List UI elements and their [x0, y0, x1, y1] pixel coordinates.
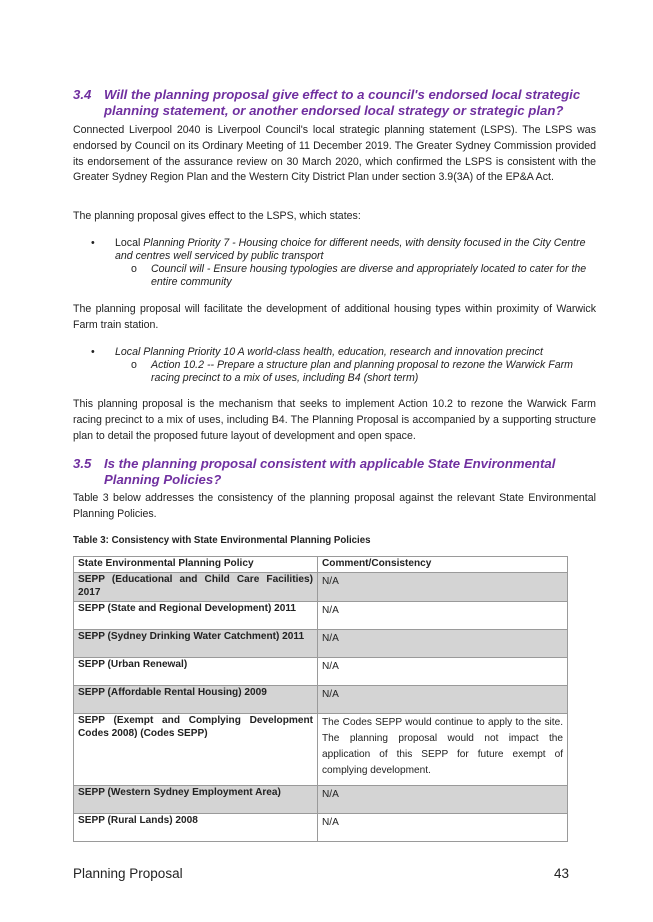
lsps-intro-paragraph: The planning proposal gives effect to the LSPS, which states:	[73, 210, 361, 222]
section-title: Will the planning proposal give effect to a council's endorsed local strategic planning statement, or another endorsed local strategy or strategic plan?	[104, 87, 581, 118]
comment-cell: N/A	[318, 573, 568, 602]
policy-cell: SEPP (State and Regional Development) 2011	[74, 602, 318, 630]
policy-cell: SEPP (Rural Lands) 2008	[74, 814, 318, 842]
section-3-5-heading	[73, 456, 596, 487]
bullet-icon: •	[91, 237, 95, 249]
comment-cell: N/A	[318, 602, 568, 630]
table-row	[74, 630, 568, 658]
section-title: Is the planning proposal consistent with applicable State Environmental Planning Policies?	[104, 456, 556, 487]
column-header-policy: State Environmental Planning Policy	[74, 557, 318, 573]
table-row	[74, 714, 568, 786]
bullet-list-priority-10	[73, 346, 596, 385]
sepp-consistency-table	[73, 556, 568, 842]
table-row	[74, 658, 568, 686]
lsps-paragraph: Connected Liverpool 2040 is Liverpool Council's local strategic planning statement (LSPS). The LSPS was endorsed by Council on its Ordinary Meeting of 11 December 2019. The Greater Sydney Commission provided its endorsement of the assurance review on 30 March 2020, which confirmed the LSPS is consistent with the Greater Sydney Region Plan and the Western City District Plan under section 3.9(3A) of the EP&A Act.	[73, 124, 596, 184]
list-item	[73, 346, 596, 359]
table-row	[74, 573, 568, 602]
circle-bullet-icon: o	[131, 263, 137, 275]
sub-bullet-text: Action 10.2 -- Prepare a structure plan and planning proposal to rezone the Warwick Farm racing precinct to a mix of uses, including B4 (short term)	[151, 359, 574, 384]
list-item	[73, 237, 596, 263]
comment-cell: N/A	[318, 658, 568, 686]
table-row	[74, 686, 568, 714]
policy-cell: SEPP (Exempt and Complying Development Codes 2008) (Codes SEPP)	[74, 714, 318, 786]
comment-cell: N/A	[318, 786, 568, 814]
table-caption: Table 3: Consistency with State Environmental Planning Policies	[73, 535, 371, 546]
table-row	[74, 602, 568, 630]
sub-list-item	[73, 263, 596, 289]
column-header-comment: Comment/Consistency	[318, 557, 568, 573]
bullet-text: Local Planning Priority 10 A world-class health, education, research and innovation precinct	[115, 346, 543, 358]
circle-bullet-icon: o	[131, 359, 137, 371]
comment-cell: N/A	[318, 630, 568, 658]
sub-list-item	[73, 359, 596, 385]
table-row	[74, 814, 568, 842]
policy-cell: SEPP (Western Sydney Employment Area)	[74, 786, 318, 814]
bullet-list-priority-7	[73, 237, 596, 289]
housing-paragraph: The planning proposal will facilitate the development of additional housing types within proximity of Warwick Farm train station.	[73, 303, 596, 331]
bullet-icon: •	[91, 346, 95, 358]
comment-cell: The Codes SEPP would continue to apply to the site. The planning proposal would not impact the application of this SEPP for future exempt of complying development.	[318, 714, 568, 786]
bullet-text: Planning Priority 7 - Housing choice for different needs, with density focused in the City Centre and centres well serviced by public transport	[115, 237, 586, 262]
comment-cell: N/A	[318, 814, 568, 842]
section-number: 3.5	[73, 456, 92, 471]
policy-cell: SEPP (Sydney Drinking Water Catchment) 2011	[74, 630, 318, 658]
section-number: 3.4	[73, 87, 92, 102]
footer-title: Planning Proposal	[73, 866, 183, 881]
policy-cell: SEPP (Educational and Child Care Facilities) 2017	[74, 573, 318, 602]
policy-cell: SEPP (Affordable Rental Housing) 2009	[74, 686, 318, 714]
sepp-intro-paragraph: Table 3 below addresses the consistency of the planning proposal against the relevant State Environmental Planning Policies.	[73, 492, 596, 520]
table-header-row	[74, 557, 568, 573]
section-3-4-heading	[73, 87, 596, 118]
comment-cell: N/A	[318, 686, 568, 714]
policy-cell: SEPP (Urban Renewal)	[74, 658, 318, 686]
bullet-lead-word: Local	[115, 237, 141, 249]
page-footer	[73, 866, 596, 881]
mechanism-paragraph: This planning proposal is the mechanism that seeks to implement Action 10.2 to rezone the Warwick Farm racing precinct to a mix of uses, including B4. The Planning Proposal is accompanied by a supporting structure plan to detail the proposed future layout of development and open space.	[73, 398, 596, 442]
page-number: 43	[553, 866, 569, 881]
table-row	[74, 786, 568, 814]
sub-bullet-text: Council will - Ensure housing typologies are diverse and appropriately located to cater for the entire community	[151, 263, 587, 288]
